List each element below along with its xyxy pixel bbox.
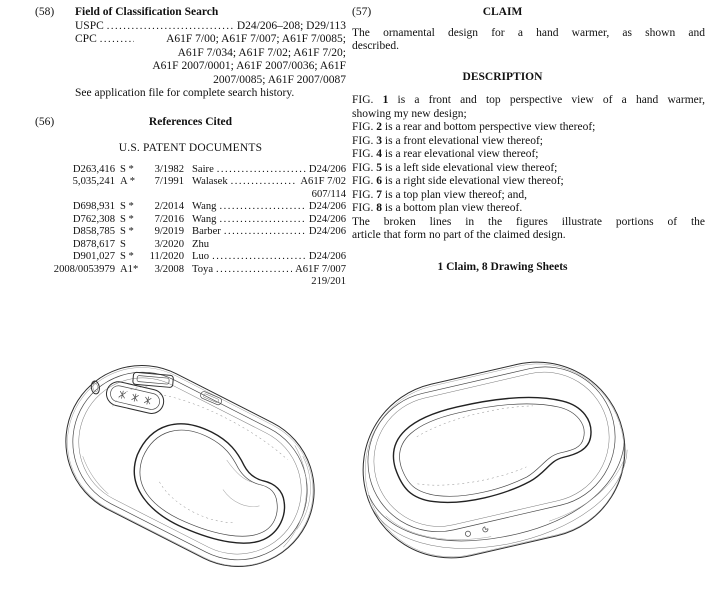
kind-code: A1*	[120, 263, 139, 275]
fig-text: The broken lines in the figures illustrate portions of the	[352, 215, 705, 228]
classification: A61F 7/007	[295, 263, 346, 275]
sketch-line	[405, 401, 547, 495]
dot-leader	[212, 251, 306, 264]
fig-number: 2	[373, 121, 383, 133]
patent-number: D698,931	[72, 201, 115, 212]
field-of-search-title: Field of Classification Search	[75, 6, 219, 18]
inventor-name: Barber	[192, 226, 221, 237]
dot-leader	[217, 164, 306, 177]
table-row	[35, 164, 346, 177]
fig-text: is a rear elevational view thereof;	[382, 148, 539, 160]
claim-heading	[352, 6, 653, 20]
inventor-name: Saire	[192, 163, 214, 175]
sketch-line	[386, 461, 634, 559]
kind-code: S *	[120, 226, 134, 237]
classification-continuation: 607/114	[311, 188, 346, 200]
cpc-line-1	[75, 33, 346, 47]
classification: D24/206	[308, 251, 346, 262]
fig-text: is a front and top perspective view of a hand warmer,	[388, 94, 706, 106]
device-outline	[346, 345, 643, 576]
hole-inner-line	[92, 383, 98, 392]
description-line	[352, 189, 705, 203]
claim-title: CLAIM	[482, 6, 523, 18]
table-row	[35, 226, 346, 239]
us-patent-documents-subtitle: U.S. PATENT DOCUMENTS	[118, 142, 263, 154]
hand-warmer-bottom-perspective-figure	[40, 339, 341, 592]
claims-sheets-note: 1 Claim, 8 Drawing Sheets	[437, 260, 568, 273]
description-line	[352, 94, 705, 108]
patent-number: D878,617	[72, 238, 115, 250]
patent-date: 7/2016	[154, 213, 184, 225]
kind-code: S *	[120, 163, 134, 175]
fig-label: FIG.	[352, 94, 374, 106]
port-outline	[133, 372, 174, 387]
patent-date: 9/2019	[154, 226, 184, 237]
snowflake-icon	[131, 393, 139, 402]
fig-text: is a rear and bottom perspective view thereof;	[382, 121, 596, 133]
top-face-inner-line	[392, 386, 593, 509]
fig-number: 3	[373, 134, 383, 147]
patent-number: 5,035,241	[72, 176, 115, 187]
fig-number: 6	[373, 175, 383, 187]
patent-date: 11/2020	[149, 251, 184, 262]
patent-date: 7/1991	[154, 176, 184, 187]
patent-number: D901,027	[72, 251, 115, 262]
patent-number: D858,785	[72, 226, 115, 237]
description-line	[352, 175, 705, 189]
top-face-rim	[354, 353, 629, 546]
uspc-label: USPC	[75, 19, 104, 32]
rim-line	[49, 348, 331, 584]
kind-code: S *	[120, 213, 134, 225]
inid-code-58: (58)	[35, 6, 55, 18]
dot-leader	[216, 264, 292, 277]
fig-label: FIG.	[352, 175, 374, 187]
fig-text: showing my new design;	[352, 107, 467, 120]
hand-warmer-figures	[0, 300, 713, 601]
side-wall-seam	[370, 444, 642, 572]
device-outline	[40, 339, 341, 592]
inventor-name: Toya	[192, 263, 214, 275]
patent-date: 3/1982	[154, 163, 184, 175]
cpc-line-2: A61F 7/034; A61F 7/02; A61F 7/20;	[177, 46, 346, 59]
cpc-label: CPC	[75, 33, 97, 45]
description-line	[352, 108, 705, 122]
fig-number: 4	[373, 148, 383, 160]
table-row	[35, 251, 346, 264]
port-inner-line	[137, 375, 169, 384]
side-wall-seam	[369, 436, 639, 564]
claim-text	[352, 27, 705, 54]
fig-text: is a front elevational view thereof;	[382, 134, 543, 147]
inventor-name: Zhu	[192, 238, 210, 250]
right-column	[352, 6, 705, 274]
sketch-line	[42, 342, 339, 591]
classification: D24/206	[308, 226, 346, 237]
patent-date: 3/2008	[154, 263, 184, 275]
table-row	[35, 176, 346, 189]
top-face-outline	[385, 379, 601, 516]
references-table	[35, 164, 346, 289]
fig-label: FIG.	[352, 161, 374, 174]
sketch-line	[154, 482, 236, 531]
fig-text: is a right side elevational view thereof;	[382, 175, 564, 187]
cpc-value-1: A61F 7/00; A61F 7/007; A61F 7/0085;	[166, 33, 346, 45]
fig-label: FIG.	[352, 134, 374, 147]
table-row	[35, 239, 346, 252]
description-line	[352, 229, 705, 243]
description-line	[352, 216, 705, 230]
fig-label: FIG.	[352, 188, 374, 201]
dot-leader	[107, 20, 234, 34]
certification-mark-icon	[465, 531, 471, 537]
classification: A61F 7/02	[300, 176, 346, 187]
inventor-name: Wang	[192, 213, 217, 225]
certification-mark-icon	[482, 526, 488, 532]
classification: D24/206	[308, 201, 346, 212]
fig-text: article that form no part of the claimed design.	[352, 229, 566, 241]
patent-number: D762,308	[72, 213, 115, 225]
patent-date: 2/2014	[154, 201, 184, 212]
classification: D24/206	[308, 163, 346, 175]
inventor-name: Luo	[192, 251, 210, 262]
classification: D24/206	[308, 213, 346, 225]
charging-port	[133, 372, 174, 387]
claim-line: described.	[352, 40, 399, 52]
fig-number: 1	[373, 94, 389, 106]
fig-number: 8	[373, 202, 383, 214]
fig-text: is a bottom plan view thereof.	[382, 202, 523, 214]
description-line	[352, 135, 705, 149]
inid-code-56: (56)	[35, 115, 55, 128]
classification-continuation: 219/201	[311, 276, 346, 287]
patent-date: 3/2020	[154, 238, 184, 250]
kind-code: A *	[120, 176, 136, 187]
uspc-value: D24/206–208; D29/113	[236, 19, 346, 32]
table-row	[35, 201, 346, 214]
left-column	[35, 6, 346, 289]
dot-leader	[100, 33, 134, 47]
description-line	[352, 148, 705, 162]
table-row	[35, 264, 346, 277]
kind-code: S	[120, 238, 126, 250]
dot-leader	[219, 201, 305, 214]
fig-text: is a top plan view thereof; and,	[382, 188, 528, 201]
sketch-line	[212, 460, 272, 512]
bottom-recess-outline	[117, 407, 303, 567]
vent-slot	[200, 391, 223, 406]
description-text	[352, 94, 705, 243]
inventor-name: Walasek	[192, 176, 228, 187]
kind-code: S *	[120, 251, 134, 262]
patent-number: 2008/0053979	[53, 263, 115, 275]
dot-leader	[231, 176, 298, 189]
uspc-line	[75, 20, 346, 34]
references-cited-heading	[35, 116, 346, 130]
dot-leader	[219, 214, 305, 227]
references-cited-title: References Cited	[148, 115, 233, 128]
hand-warmer-top-perspective-figure	[346, 345, 643, 576]
table-row	[35, 214, 346, 227]
cpc-line-3: A61F 2007/0001; A61F 2007/0036; A61F	[152, 60, 346, 72]
fig-number: 7	[373, 188, 383, 201]
description-line	[352, 202, 705, 216]
claim-line: The ornamental design for a hand warmer, as shown and	[352, 26, 705, 39]
description-title: DESCRIPTION	[462, 70, 543, 83]
fig-text: is a left side elevational view thereof;	[382, 161, 558, 174]
drawing-sheet	[0, 300, 713, 601]
fig-label: FIG.	[352, 148, 374, 160]
cpc-line-4: 2007/0085; A61F 2007/0087	[213, 73, 346, 86]
sketch-line	[348, 347, 641, 574]
field-of-search-heading	[35, 6, 346, 20]
regulatory-marks	[465, 526, 489, 537]
patent-number: D263,416	[72, 163, 115, 175]
slot-outline	[200, 391, 223, 406]
fig-label: FIG.	[352, 202, 374, 214]
dot-leader	[224, 226, 306, 239]
inventor-name: Wang	[192, 201, 217, 212]
snowflake-icon	[144, 396, 152, 405]
fig-number: 5	[373, 161, 383, 174]
search-history-note: See application file for complete search history.	[75, 87, 295, 99]
description-line	[352, 121, 705, 135]
fig-label: FIG.	[352, 121, 374, 133]
sketch-line	[113, 370, 292, 488]
description-line	[352, 162, 705, 176]
kind-code: S *	[120, 201, 134, 212]
inid-code-57: (57)	[352, 6, 372, 18]
